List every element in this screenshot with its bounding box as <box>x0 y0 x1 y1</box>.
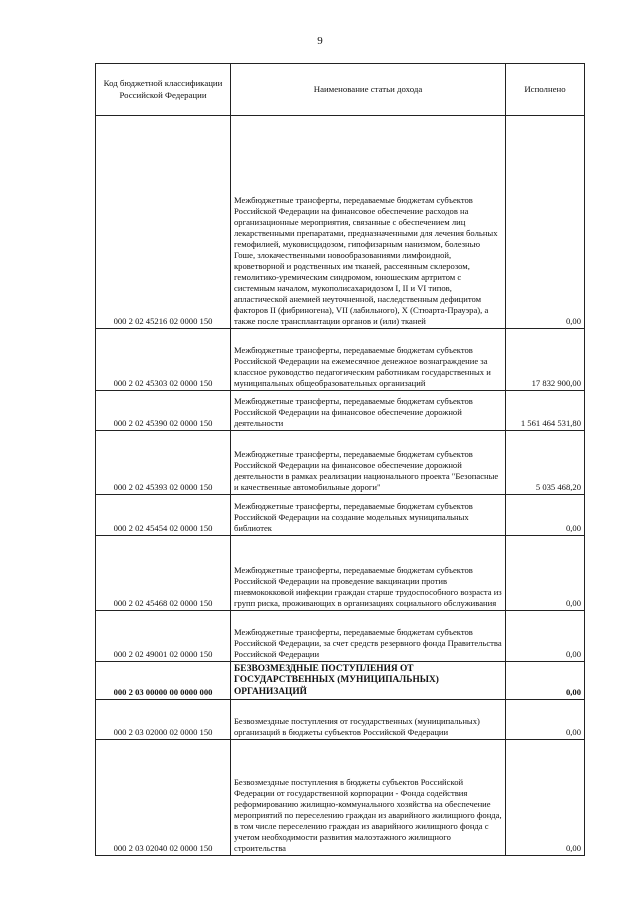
row-amount: 0,00 <box>506 740 585 856</box>
row-code: 000 2 02 45390 02 0000 150 <box>96 391 231 431</box>
row-code: 000 2 03 02000 02 0000 150 <box>96 700 231 740</box>
row-code: 000 2 03 02040 02 0000 150 <box>96 740 231 856</box>
table-row <box>96 611 585 662</box>
row-code: 000 2 02 45393 02 0000 150 <box>96 431 231 495</box>
row-code: 000 2 02 45468 02 0000 150 <box>96 536 231 611</box>
header-code: Код бюджетной классификации Российской Федерации <box>96 64 231 116</box>
row-name: Межбюджетные трансферты, передаваемые бюджетам субъектов Российской Федерации на финансовое обеспечение дорожной деятельности в рамках реализации национального проекта "Безопасные и качественные автомобильные дороги" <box>231 431 506 495</box>
row-amount: 5 035 468,20 <box>506 431 585 495</box>
row-name: Межбюджетные трансферты, передаваемые бюджетам субъектов Российской Федерации на ежемесячное денежное вознаграждение за классное руководство педагогическим работникам государственных и муниципальных общеобразовательных организаций <box>231 329 506 391</box>
table-header-row <box>96 64 585 116</box>
row-amount: 1 561 464 531,80 <box>506 391 585 431</box>
table-row <box>96 116 585 329</box>
row-name: БЕЗВОЗМЕЗДНЫЕ ПОСТУПЛЕНИЯ ОТ ГОСУДАРСТВЕННЫХ (МУНИЦИПАЛЬНЫХ) ОРГАНИЗАЦИЙ <box>231 662 506 700</box>
row-code: 000 2 02 45216 02 0000 150 <box>96 116 231 329</box>
table-row <box>96 329 585 391</box>
row-code: 000 2 02 45454 02 0000 150 <box>96 495 231 536</box>
row-amount: 0,00 <box>506 495 585 536</box>
row-name: Межбюджетные трансферты, передаваемые бюджетам субъектов Российской Федерации на проведение вакцинации против пневмококковой инфекции граждан старше трудоспособного возраста из групп риска, проживающих в организациях социального обслуживания <box>231 536 506 611</box>
row-amount: 0,00 <box>506 662 585 700</box>
table-row <box>96 495 585 536</box>
row-amount: 0,00 <box>506 536 585 611</box>
row-amount: 0,00 <box>506 700 585 740</box>
row-name: Безвозмездные поступления в бюджеты субъектов Российской Федерации от государственной корпорации - Фонда содействия реформированию жилищно-коммунального хозяйства на обеспечение мероприятий по переселению граждан из аварийного жилищного фонда, в том числе переселению граждан из аварийного жилищного фонда с учетом необходимости развития малоэтажного жилищного строительства <box>231 740 506 856</box>
table-row <box>96 700 585 740</box>
row-amount: 17 832 900,00 <box>506 329 585 391</box>
row-amount: 0,00 <box>506 611 585 662</box>
table-row-section <box>96 662 585 700</box>
row-name: Межбюджетные трансферты, передаваемые бюджетам субъектов Российской Федерации, за счет средств резервного фонда Правительства Российской Федерации <box>231 611 506 662</box>
header-name: Наименование статьи дохода <box>231 64 506 116</box>
row-name: Межбюджетные трансферты, передаваемые бюджетам субъектов Российской Федерации на финансовое обеспечение расходов на организационные мероприятия, связанные с обеспечением лиц лекарственными препаратами, предназначенными для лечения больных гемофилией, муковисцидозом, гипофизарным нанизмом, болезнью Гоше, злокачественными новообразованиями лимфоидной, кроветворной и родственных им тканей, рассеянным склерозом, гемолитико-уремическим синдромом, юношеским артритом с системным началом, мукополисахаридозом I, II и VI типов, апластической анемией неуточненной, наследственным дефицитом факторов II (фибриногена), VII (лабильного), X (Стюарта-Прауэра), а также после трансплантации органов и (или) тканей <box>231 116 506 329</box>
table-row <box>96 536 585 611</box>
row-code: 000 2 02 49001 02 0000 150 <box>96 611 231 662</box>
table-row <box>96 391 585 431</box>
row-name: Межбюджетные трансферты, передаваемые бюджетам субъектов Российской Федерации на финансовое обеспечение дорожной деятельности <box>231 391 506 431</box>
row-code: 000 2 03 00000 00 0000 000 <box>96 662 231 700</box>
table-row <box>96 740 585 856</box>
revenue-table <box>95 63 585 856</box>
row-name: Межбюджетные трансферты, передаваемые бюджетам субъектов Российской Федерации на создание модельных муниципальных библиотек <box>231 495 506 536</box>
row-amount: 0,00 <box>506 116 585 329</box>
row-name: Безвозмездные поступления от государственных (муниципальных) организаций в бюджеты субъектов Российской Федерации <box>231 700 506 740</box>
table-row <box>96 431 585 495</box>
header-executed: Исполнено <box>506 64 585 116</box>
row-code: 000 2 02 45303 02 0000 150 <box>96 329 231 391</box>
page-number: 9 <box>317 35 323 47</box>
